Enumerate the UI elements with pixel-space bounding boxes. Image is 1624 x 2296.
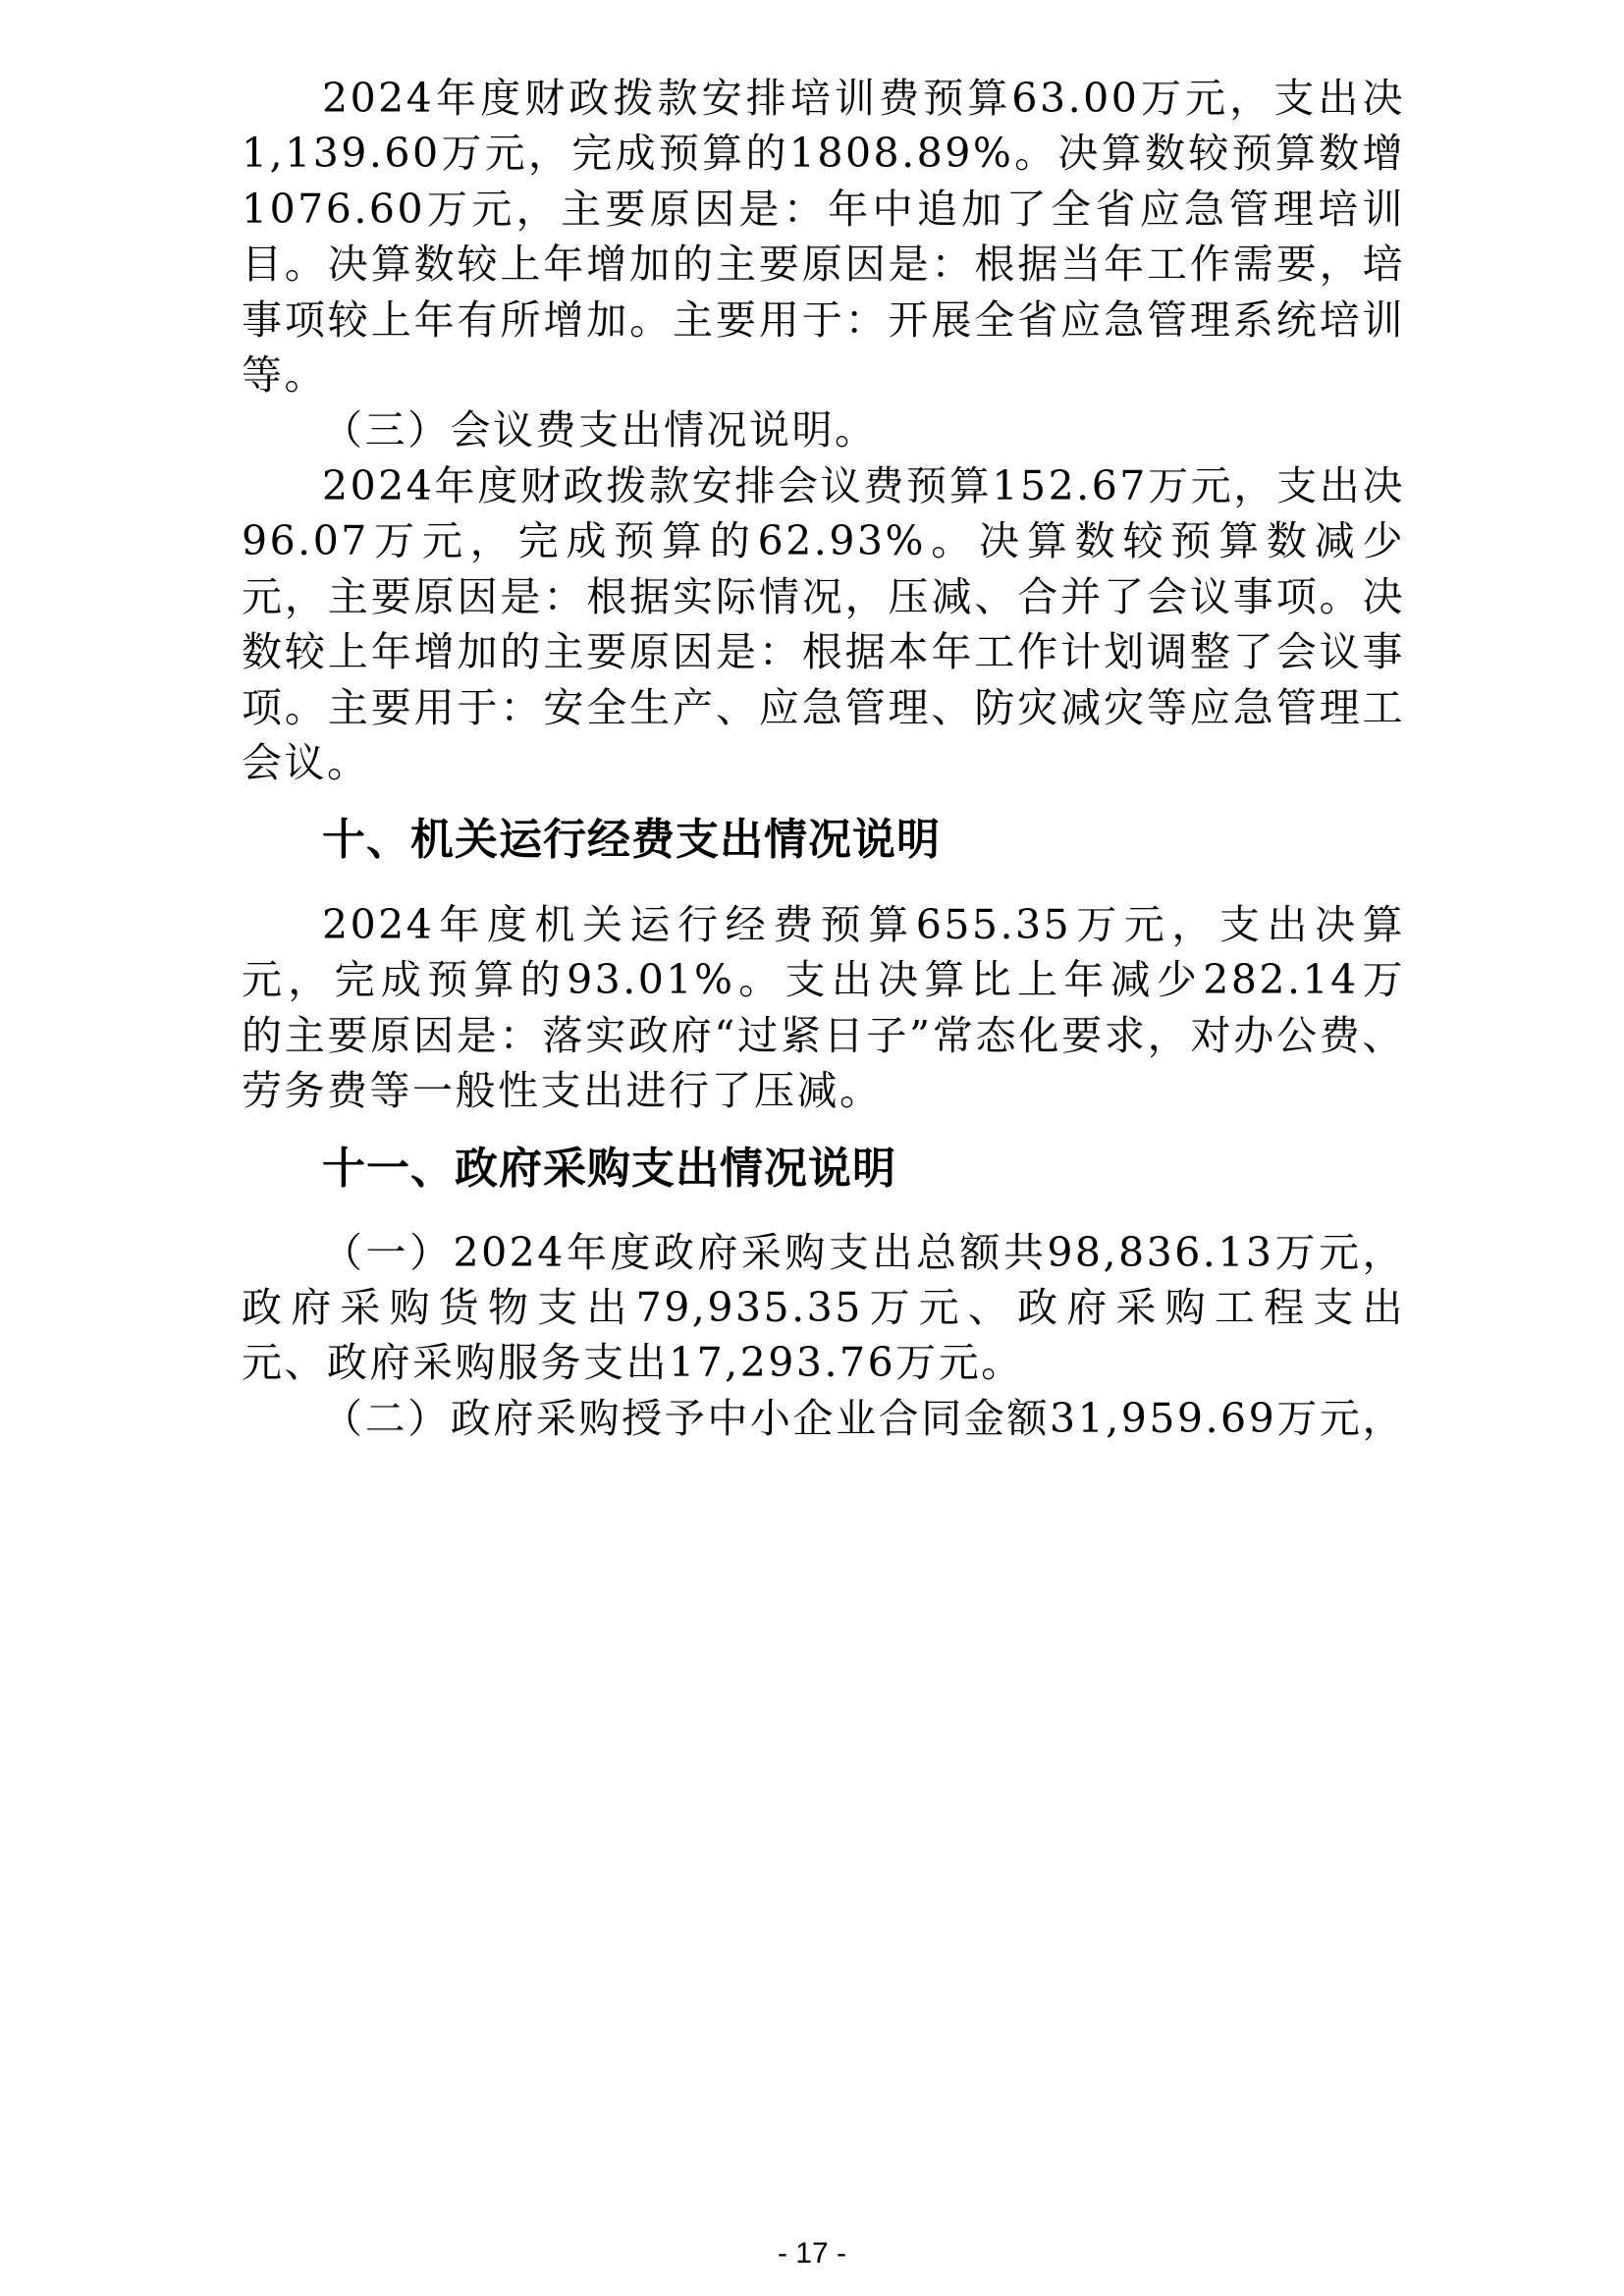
meeting-paragraph-line-4: 数较上年增加的主要原因是：根据本年工作计划调整了会议事 [242, 628, 1405, 675]
training-paragraph-line-3: 1076.60万元，主要原因是：年中追加了全省应急管理培训 [242, 186, 1405, 233]
section-11-item-2-line-1: （二）政府采购授予中小企业合同金额31,959.69万元， [322, 1395, 1405, 1442]
section-10-paragraph-line-2: 元，完成预算的93.01%。支出决算比上年减少282.14万 [242, 956, 1405, 1003]
training-paragraph-line-1: 2024年度财政拨款安排培训费预算63.00万元，支出决 [322, 75, 1405, 122]
meeting-paragraph-line-5: 项。主要用于：安全生产、应急管理、防灾减灾等应急管理工 [242, 684, 1405, 731]
training-paragraph-line-6: 等。 [242, 351, 327, 399]
section-10-paragraph-line-4: 劳务费等一般性支出进行了压减。 [242, 1067, 883, 1114]
meeting-paragraph-line-1: 2024年度财政拨款安排会议费预算152.67万元，支出决 [322, 462, 1405, 509]
training-paragraph-line-4: 目。决算数较上年增加的主要原因是：根据当年工作需要，培 [242, 240, 1405, 288]
section-10-paragraph-line-3: 的主要原因是：落实政府“过紧日子”常态化要求，对办公费、 [242, 1012, 1405, 1059]
section-11-item-1-line-1: （一）2024年度政府采购支出总额共98,836.13万元， [322, 1229, 1405, 1276]
section-10-paragraph-line-1: 2024年度机关运行经费预算655.35万元，支出决算 [322, 901, 1405, 948]
section-11-item-1-line-3: 元、政府采购服务支出17,293.76万元。 [242, 1339, 1024, 1386]
training-paragraph-line-2: 1,139.60万元，完成预算的1808.89%。决算数较预算数增 [242, 130, 1405, 177]
meeting-paragraph-line-6: 会议。 [242, 739, 370, 786]
section-11-item-1-line-2: 政府采购货物支出79,935.35万元、政府采购工程支出 [242, 1284, 1405, 1331]
page-number: - 17 - [777, 2237, 847, 2269]
training-paragraph-line-5: 事项较上年有所增加。主要用于：开展全省应急管理系统培训 [242, 296, 1405, 344]
meeting-paragraph-line-3: 元，主要原因是：根据实际情况，压减、合并了会议事项。决 [242, 573, 1405, 620]
section-11-heading: 十一、政府采购支出情况说明 [322, 1144, 896, 1194]
meeting-paragraph-line-2: 96.07万元，完成预算的62.93%。决算数较预算数减少 [242, 517, 1405, 564]
section-10-heading: 十、机关运行经费支出情况说明 [322, 815, 941, 865]
meeting-subheading: （三）会议费支出情况说明。 [322, 406, 878, 454]
